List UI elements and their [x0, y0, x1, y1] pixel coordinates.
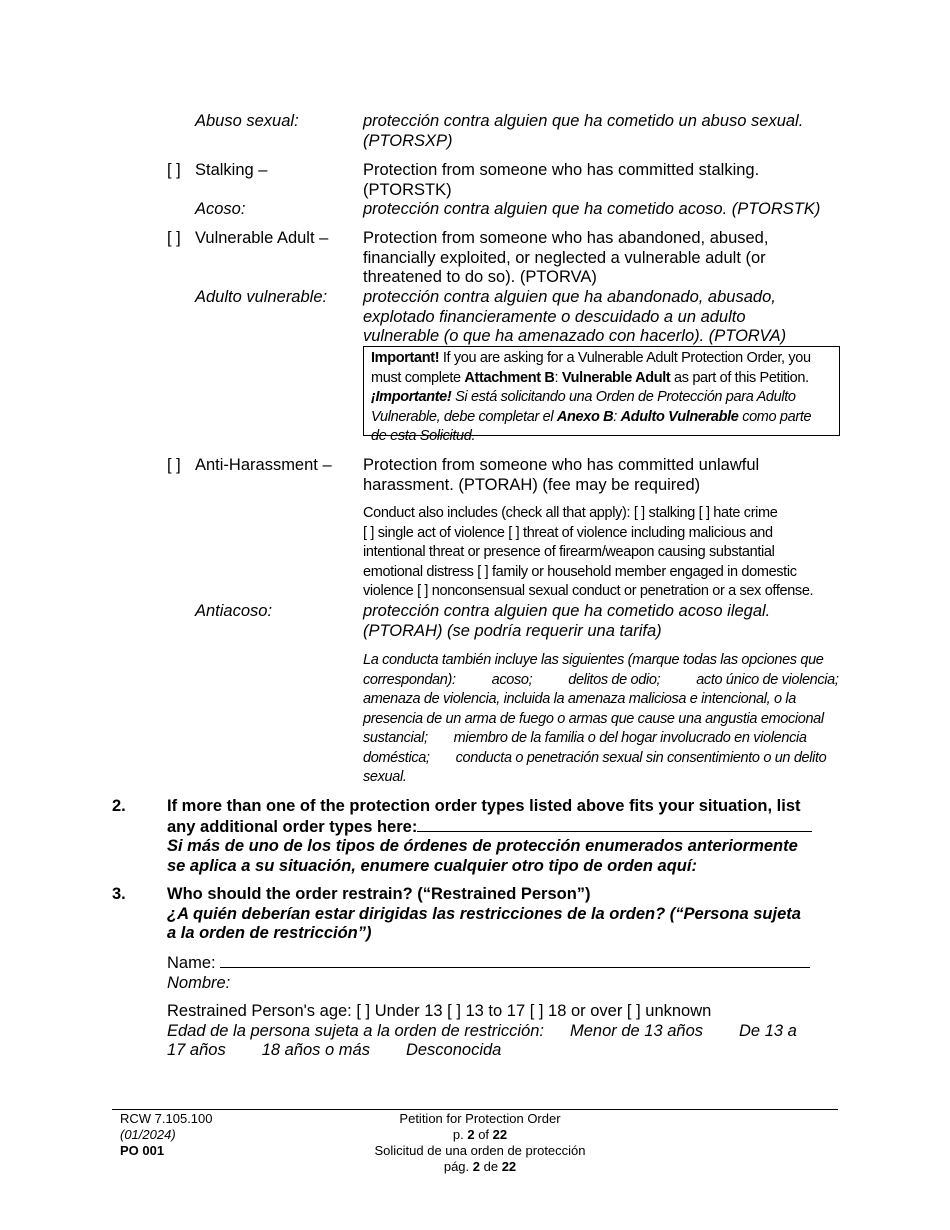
- anti-harassment-conduct-es: La conducta también incluye las siguientes (marque todas las opciones que correspondan): acoso; delitos de odio; acto único de violencia; amenaza de violencia, incluida la amenaza maliciosa e intencional, o la presencia de un arma de fuego o armas que cause una angustia emocional sustancial; miembro de la familia o del hogar involucrado en violencia doméstica; conducta o penetración sexual sin consentimiento o un delito sexual.: [363, 652, 839, 785]
- vulnerable-adult-label: Vulnerable Adult –: [195, 229, 329, 247]
- restrained-name-row: [167, 953, 837, 993]
- stalking-checkbox[interactable]: [ ]: [167, 161, 181, 179]
- vulnerable-adult-desc: Protection from someone who has abandoned, abused, financially exploited, or neglected a vulnerable adult (or threatened to do so). (PTORVA): [363, 229, 769, 286]
- footer-rule: [112, 1109, 838, 1110]
- section-2-text: If more than one of the protection order types listed above fits your situation, list any additional order types here: Si más de uno de los tipos de órdenes de protección enumerados anteriormente se aplica a su situación, enumere cualquier otro tipo de orden aquí:: [167, 797, 837, 876]
- anti-harassment-desc: Protection from someone who has committed unlawful harassment. (PTORAH) (fee may be required): [363, 456, 760, 494]
- age-label: Restrained Person's age:: [167, 1002, 352, 1020]
- attachment-b-label: Attachment B: [464, 369, 555, 386]
- stalking-label: Stalking –: [195, 161, 268, 179]
- important-lead: Important!: [371, 350, 440, 366]
- footer-left: RCW 7.105.100 (01/2024) PO 001: [120, 1111, 213, 1158]
- restrained-age-row: Restrained Person's age: [ ] Under 13 [ ] 13 to 17 [ ] 18 or over [ ] unknown Edad de la persona sujeta a la orden de restricción: Menor de 13 años De 13 a 17 años 18 años o más Desconocida: [167, 1002, 797, 1059]
- stalking-label-es: Acoso:: [195, 200, 246, 218]
- name-label: Name:: [167, 954, 216, 972]
- anexo-b-label: Anexo B: [556, 408, 614, 425]
- sexual-abuse-label-es: Abuso sexual:: [195, 112, 299, 130]
- name-label-es: Nombre:: [167, 973, 231, 992]
- vulnerable-adult-checkbox[interactable]: [ ]: [167, 229, 181, 247]
- anti-harassment-conduct: Conduct also includes (check all that apply): [ ] stalking [ ] hate crime [ ] single act of violence [ ] threat of violence including malicious and intentional threat or presence of firearm/weapon causing substantial emotional distress [ ] family or household member engaged in domestic violence [ ] nonconsensual sexual conduct or penetration or a sex offense.: [363, 505, 814, 599]
- stalking-desc-es: protección contra alguien que ha cometido acoso. (PTORSTK): [363, 200, 821, 218]
- anti-harassment-checkbox[interactable]: [ ]: [167, 456, 181, 474]
- stalking-desc: Protection from someone who has committed stalking. (PTORSTK): [363, 161, 760, 199]
- important-lead-es: ¡Importante!: [371, 389, 452, 405]
- sexual-abuse-desc-es: protección contra alguien que ha cometido un abuso sexual. (PTORSXP): [363, 112, 804, 150]
- vulnerable-adult-desc-es: protección contra alguien que ha abandonado, abusado, explotado financieramente o descuidado a un adulto vulnerable (o que ha amenazado con hacerlo). (PTORVA): [363, 288, 787, 345]
- footer-center: Petition for Protection Order p. 2 of 22 Solicitud de una orden de protección pág. 2 de 22: [374, 1111, 586, 1174]
- anti-harassment-label: Anti-Harassment –: [195, 456, 332, 474]
- additional-order-types-field[interactable]: [417, 817, 812, 832]
- important-notice-box: Important! If you are asking for a Vulnerable Adult Protection Order, you must complete Attachment B: Vulnerable Adult as part of this Petition. ¡Importante! Si está solicitando una Orden de Protección para Adulto Vulnerable, debe completar el Anexo B: Adulto Vulnerable como parte de esta Solicitud.: [363, 346, 840, 436]
- vulnerable-adult-label-es: Adulto vulnerable:: [195, 288, 328, 306]
- anti-harassment-desc-es: protección contra alguien que ha cometido acoso ilegal. (PTORAH) (se podría requerir una tarifa): [363, 602, 771, 640]
- section-3-title: Who should the order restrain? (“Restrained Person”) ¿A quién deberían estar dirigidas las restricciones de la orden? (“Persona sujeta a la orden de restricción”): [167, 885, 801, 942]
- age-options[interactable]: [ ] Under 13 [ ] 13 to 17 [ ] 18 or over [ ] unknown: [356, 1002, 712, 1020]
- section-2-number: 2.: [112, 797, 126, 815]
- section-3-number: 3.: [112, 885, 126, 903]
- restrained-name-field[interactable]: [220, 953, 810, 968]
- anti-harassment-label-es: Antiacoso:: [195, 602, 273, 620]
- anexo-b-name: Adulto Vulnerable: [620, 408, 739, 425]
- attachment-b-name: Vulnerable Adult: [561, 369, 671, 386]
